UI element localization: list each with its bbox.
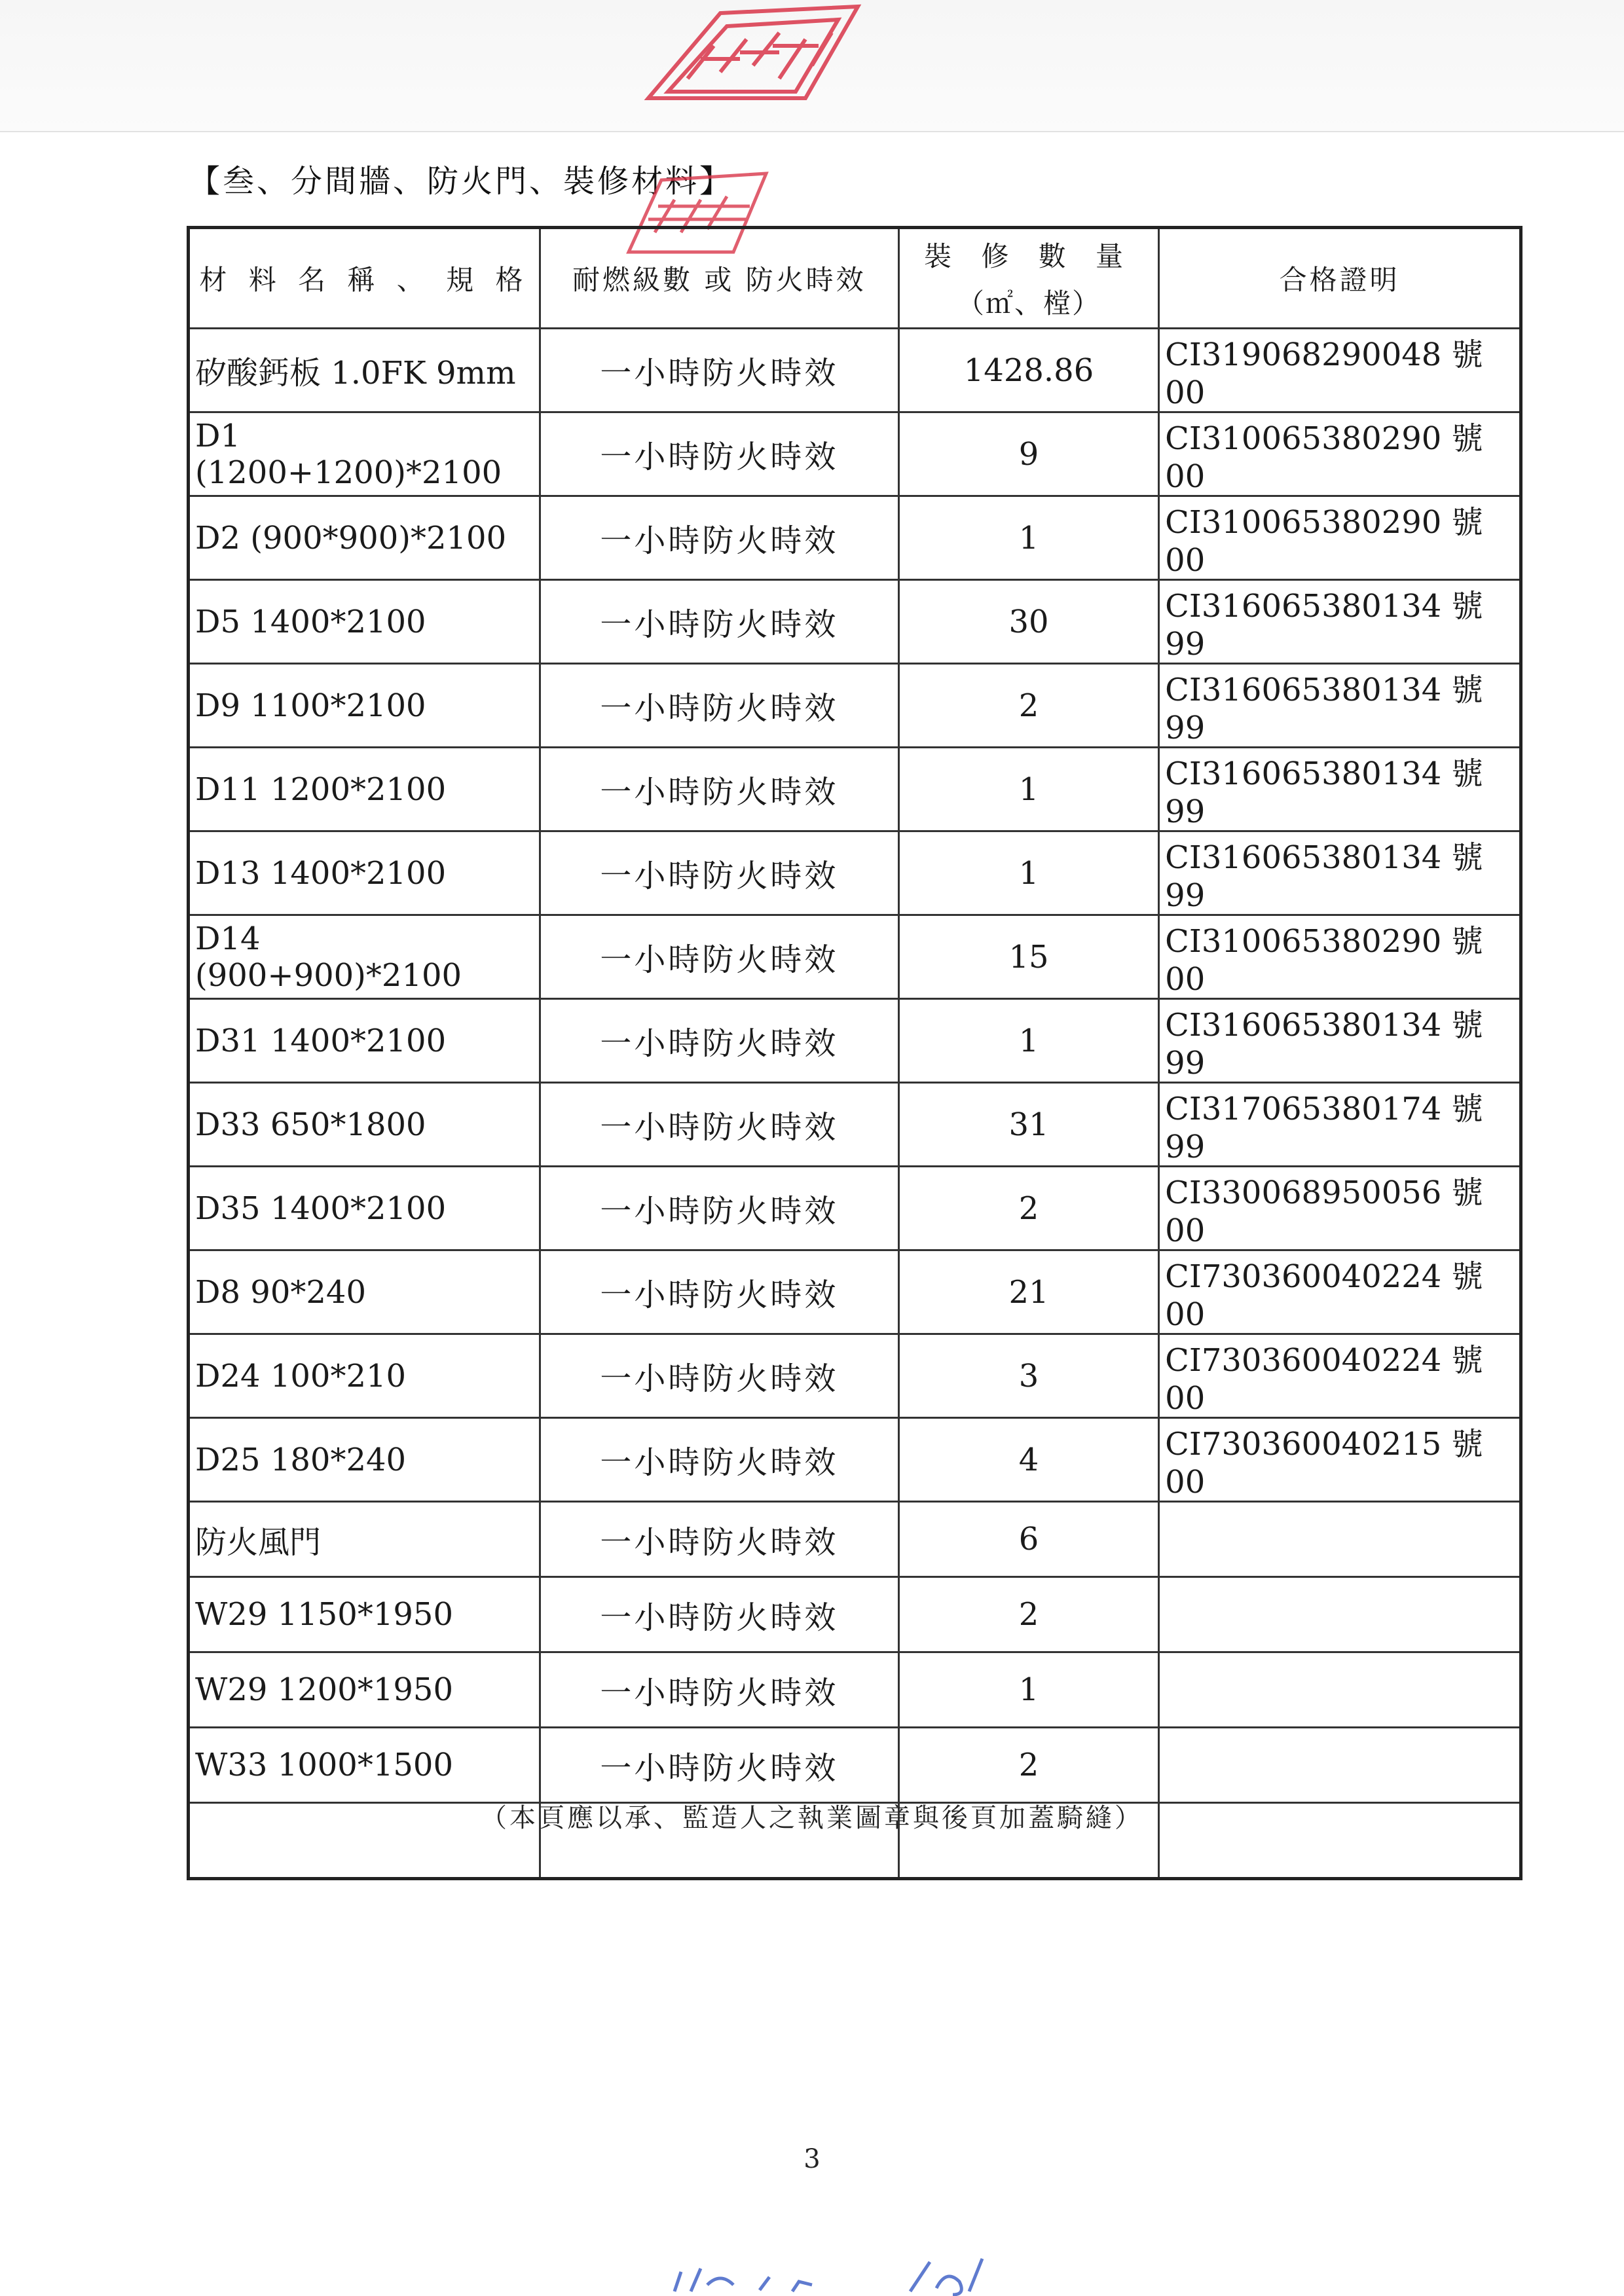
cell-material-name: D24 100*210 xyxy=(189,1334,540,1418)
cell-material-name: D33 650*1800 xyxy=(189,1083,540,1167)
table-row xyxy=(189,1652,1521,1728)
cell-quantity: 1 xyxy=(898,748,1158,831)
cell-material-name: D9 1100*2100 xyxy=(189,664,540,748)
cell-certificate: CI310065380290 號 00 xyxy=(1159,496,1521,580)
cell-material-name: D1 (1200+1200)*2100 xyxy=(189,412,540,496)
cell-certificate: CI316065380134 號 99 xyxy=(1159,664,1521,748)
cell-material-name: W29 1150*1950 xyxy=(189,1577,540,1652)
table-row xyxy=(189,748,1521,831)
cell-fire-rating: 一小時防火時效 xyxy=(540,412,898,496)
cell-certificate: CI310065380290 號 00 xyxy=(1159,915,1521,999)
header-quantity-label: 裝 修 數 量 xyxy=(923,240,1134,272)
cell-certificate: CI330068950056 號 00 xyxy=(1159,1167,1521,1250)
cell-fire-rating: 一小時防火時效 xyxy=(540,496,898,580)
cell-certificate: CI316065380134 號 99 xyxy=(1159,831,1521,915)
table-row xyxy=(189,664,1521,748)
header-certificate: 合格證明 xyxy=(1159,228,1521,329)
cell-quantity: 2 xyxy=(898,1577,1158,1652)
cell-material-name: D8 90*240 xyxy=(189,1250,540,1334)
cell-fire-rating: 一小時防火時效 xyxy=(540,915,898,999)
cell-certificate: CI316065380134 號 99 xyxy=(1159,999,1521,1083)
cell-material-name: W29 1200*1950 xyxy=(189,1652,540,1728)
cell-fire-rating: 一小時防火時效 xyxy=(540,1250,898,1334)
cell-quantity: 1 xyxy=(898,999,1158,1083)
table-row xyxy=(189,915,1521,999)
cell-material-name: D2 (900*900)*2100 xyxy=(189,496,540,580)
cell-quantity: 4 xyxy=(898,1418,1158,1502)
header-quantity-unit: （㎡、樘） xyxy=(956,287,1101,319)
materials-table xyxy=(187,226,1522,1880)
cell-material-name: D5 1400*2100 xyxy=(189,580,540,664)
cell-certificate: CI730360040224 號 00 xyxy=(1159,1250,1521,1334)
page-number: 3 xyxy=(803,2144,821,2174)
cell-certificate xyxy=(1159,1502,1521,1577)
table-row xyxy=(189,329,1521,412)
cell-quantity: 2 xyxy=(898,1728,1158,1803)
table-row xyxy=(189,1334,1521,1418)
cell-fire-rating: 一小時防火時效 xyxy=(540,1502,898,1577)
cell-certificate: CI317065380174 號 99 xyxy=(1159,1083,1521,1167)
cell-quantity: 3 xyxy=(898,1334,1158,1418)
cell-fire-rating: 一小時防火時效 xyxy=(540,580,898,664)
cell-quantity: 2 xyxy=(898,1167,1158,1250)
cell-fire-rating: 一小時防火時效 xyxy=(540,831,898,915)
header-quantity xyxy=(898,228,1158,329)
table-row xyxy=(189,412,1521,496)
cell-fire-rating: 一小時防火時效 xyxy=(540,1167,898,1250)
section-title: 【叁、分間牆、防火門、裝修材料】 xyxy=(189,163,734,200)
table-row xyxy=(189,1083,1521,1167)
cell-material-name: D35 1400*2100 xyxy=(189,1167,540,1250)
cell-quantity: 1 xyxy=(898,496,1158,580)
cell-fire-rating: 一小時防火時效 xyxy=(540,329,898,412)
cell-certificate: CI316065380134 號 99 xyxy=(1159,580,1521,664)
cell-certificate: CI319068290048 號 00 xyxy=(1159,329,1521,412)
cell-certificate xyxy=(1159,1728,1521,1803)
cell-quantity: 2 xyxy=(898,664,1158,748)
table-row xyxy=(189,1502,1521,1577)
cell-certificate: CI730360040215 號 00 xyxy=(1159,1418,1521,1502)
cell-quantity: 1 xyxy=(898,831,1158,915)
cell-quantity: 6 xyxy=(898,1502,1158,1577)
cell-fire-rating: 一小時防火時效 xyxy=(540,1083,898,1167)
header-fire-rating: 耐燃級數 或 防火時效 xyxy=(540,228,898,329)
cell-quantity: 31 xyxy=(898,1083,1158,1167)
cell-quantity: 1428.86 xyxy=(898,329,1158,412)
cell-material-name: D14 (900+900)*2100 xyxy=(189,915,540,999)
blue-seal-stamp-bottom xyxy=(661,2239,1028,2296)
cell-certificate xyxy=(1159,1577,1521,1652)
cell-quantity: 15 xyxy=(898,915,1158,999)
cell-material-name: W33 1000*1500 xyxy=(189,1728,540,1803)
table-row xyxy=(189,496,1521,580)
cell-fire-rating: 一小時防火時效 xyxy=(540,1728,898,1803)
cell-certificate xyxy=(1159,1652,1521,1728)
cell-material-name: 矽酸鈣板 1.0FK 9mm xyxy=(189,329,540,412)
cell-fire-rating: 一小時防火時效 xyxy=(540,1334,898,1418)
table-header-row xyxy=(189,228,1521,329)
table-row xyxy=(189,1577,1521,1652)
table-row xyxy=(189,831,1521,915)
cell-fire-rating: 一小時防火時效 xyxy=(540,664,898,748)
footnote: （本頁應以承、監造人之執業圖章與後頁加蓋騎縫） xyxy=(481,1803,1143,1833)
header-material-name: 材 料 名 稱 、 規 格 xyxy=(189,228,540,329)
red-seal-stamp-top xyxy=(642,0,877,105)
cell-certificate: CI316065380134 號 99 xyxy=(1159,748,1521,831)
table-row xyxy=(189,1728,1521,1803)
cell-material-name: D31 1400*2100 xyxy=(189,999,540,1083)
table-row xyxy=(189,1167,1521,1250)
cell-fire-rating: 一小時防火時效 xyxy=(540,1577,898,1652)
table-row xyxy=(189,580,1521,664)
cell-quantity: 1 xyxy=(898,1652,1158,1728)
cell-fire-rating: 一小時防火時效 xyxy=(540,748,898,831)
cell-fire-rating: 一小時防火時效 xyxy=(540,999,898,1083)
cell-quantity: 9 xyxy=(898,412,1158,496)
table-row xyxy=(189,1250,1521,1334)
cell-material-name: 防火風門 xyxy=(189,1502,540,1577)
table-row xyxy=(189,1418,1521,1502)
cell-quantity: 30 xyxy=(898,580,1158,664)
cell-material-name: D11 1200*2100 xyxy=(189,748,540,831)
table-row xyxy=(189,999,1521,1083)
cell-certificate: CI730360040224 號 00 xyxy=(1159,1334,1521,1418)
cell-fire-rating: 一小時防火時效 xyxy=(540,1652,898,1728)
cell-material-name: D13 1400*2100 xyxy=(189,831,540,915)
cell-material-name: D25 180*240 xyxy=(189,1418,540,1502)
cell-fire-rating: 一小時防火時效 xyxy=(540,1418,898,1502)
cell-certificate: CI310065380290 號 00 xyxy=(1159,412,1521,496)
cell-quantity: 21 xyxy=(898,1250,1158,1334)
